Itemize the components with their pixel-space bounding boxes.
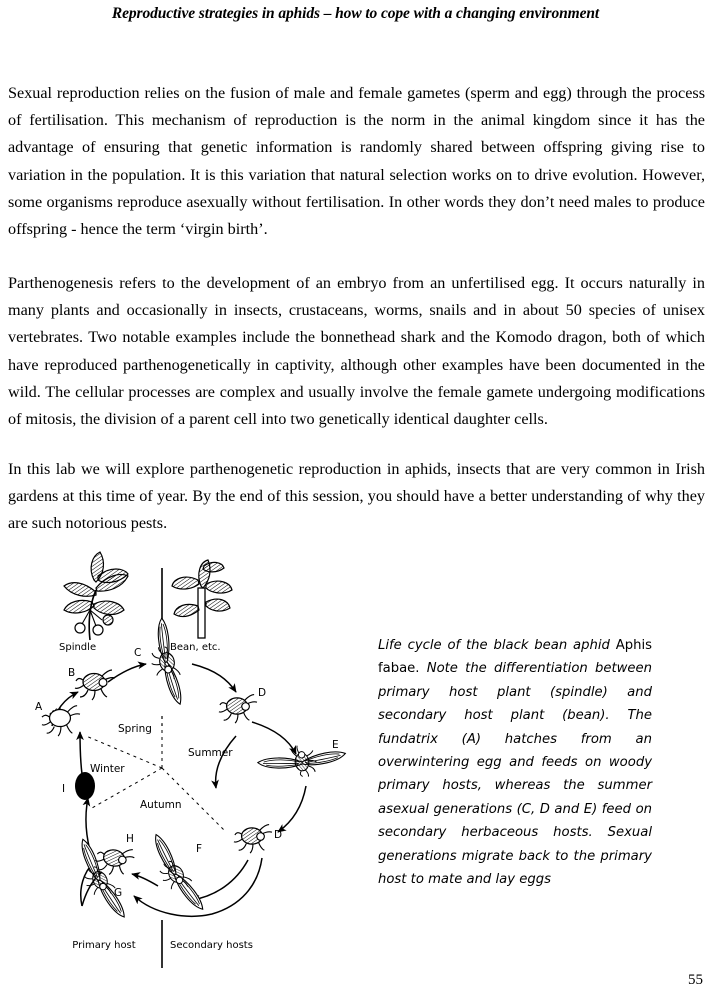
aphid-stage-d-lower-drawing <box>234 825 272 854</box>
aphid-stage-b-drawing <box>75 670 115 700</box>
stage-letter-a: A <box>35 701 43 713</box>
caption-body-text: Note the differentiation between primary host plant (spindle) and secondary host plant (bean). The fundatrix (A) hatches from an overwintering egg and feeds on woody primary hosts, whereas the summer asexual generations (C, D and E) feed on secondary herbaceous hosts. Sexual generations migrate back to the primary host to mate and lay eggs <box>378 661 652 888</box>
aphid-stage-g-drawing <box>67 837 130 926</box>
arrow-i-to-a <box>80 732 82 774</box>
aphid-stage-d-upper-drawing <box>219 695 257 724</box>
season-label-winter: Winter <box>90 763 125 775</box>
aphid-stage-i-egg-drawing <box>75 772 95 800</box>
stage-letter-c: C <box>134 647 142 659</box>
aphid-life-cycle-figure <box>30 540 370 970</box>
caption-lead-text: Life cycle of the black bean aphid <box>378 638 616 653</box>
stage-letter-h: H <box>126 833 134 845</box>
arrow-e-to-d2 <box>278 786 306 832</box>
stage-letter-f: F <box>196 843 203 855</box>
primary-host-label: Primary host <box>72 940 136 951</box>
arrow-d-to-e <box>252 722 296 754</box>
arrow-d-inner <box>216 736 236 788</box>
page-title: Reproductive strategies in aphids – how to cope with a changing environment <box>111 5 600 22</box>
bean-plant-drawing <box>172 560 232 638</box>
stage-letter-g: G <box>114 887 123 899</box>
aphid-stage-a-drawing <box>42 706 80 736</box>
caption-species-name: Aphis fabae. <box>378 638 652 677</box>
arrow-d2-to-f <box>192 860 248 900</box>
paragraph-parthenogenesis: Parthenogenesis refers to the development of an embryo from an unfertilised egg. It occurs naturally in many plants and occasionally in insects, crustaceans, worms, snails and in about 50 species of unisex vertebrates. Two notable examples include the bonnethead shark and the Komodo dragon, both of which have reproduced parthenogenetically in captivity, although other examples have been documented in the wild. The cellular processes are complex and usually involve the female gamete undergoing modifications of mitosis, the division of a parent cell into two genetically identical daughter cells. <box>8 274 705 429</box>
paragraph-lab-intro: In this lab we will explore parthenogenetic reproduction in aphids, insects that are very common in Irish gardens at this time of year. By the end of this session, you should have a better understanding of why they are such notorious pests. <box>8 460 705 533</box>
aphid-stage-c-drawing <box>143 617 186 708</box>
season-label-spring: Spring <box>118 723 152 735</box>
stage-letter-e: E <box>332 739 339 751</box>
spindle-plant-drawing <box>64 552 128 640</box>
bean-plant-label: Bean, etc. <box>170 642 221 653</box>
stage-letter-d-lower: D <box>274 829 283 841</box>
stage-letter-b: B <box>68 667 76 679</box>
secondary-hosts-label: Secondary hosts <box>170 940 253 951</box>
arrow-b-to-c <box>108 664 146 682</box>
figure-caption <box>378 634 652 891</box>
season-label-autumn: Autumn <box>140 799 182 811</box>
paragraph-sexual-reproduction: Sexual reproduction relies on the fusion of male and female gametes (sperm and egg) through the process of fertilisation. This mechanism of reproduction is the norm in the animal kingdom since it has the advantage of ensuring that genetic information is randomly shared between offspring giving rise to variation in the population. It is this variation that natural selection works on to drive evolution. However, some organisms reproduce asexually without fertilisation. In other words they don’t need males to produce offspring - hence the term ‘virgin birth’. <box>8 84 705 239</box>
arrow-c-to-d <box>192 664 236 692</box>
arrow-f-to-h <box>132 874 158 886</box>
season-label-summer: Summer <box>188 747 233 759</box>
stage-letter-d-upper: D <box>258 687 267 699</box>
spindle-plant-label: Spindle <box>59 642 97 653</box>
page-number: 55 <box>688 972 703 988</box>
stage-letter-i: I <box>62 783 66 795</box>
